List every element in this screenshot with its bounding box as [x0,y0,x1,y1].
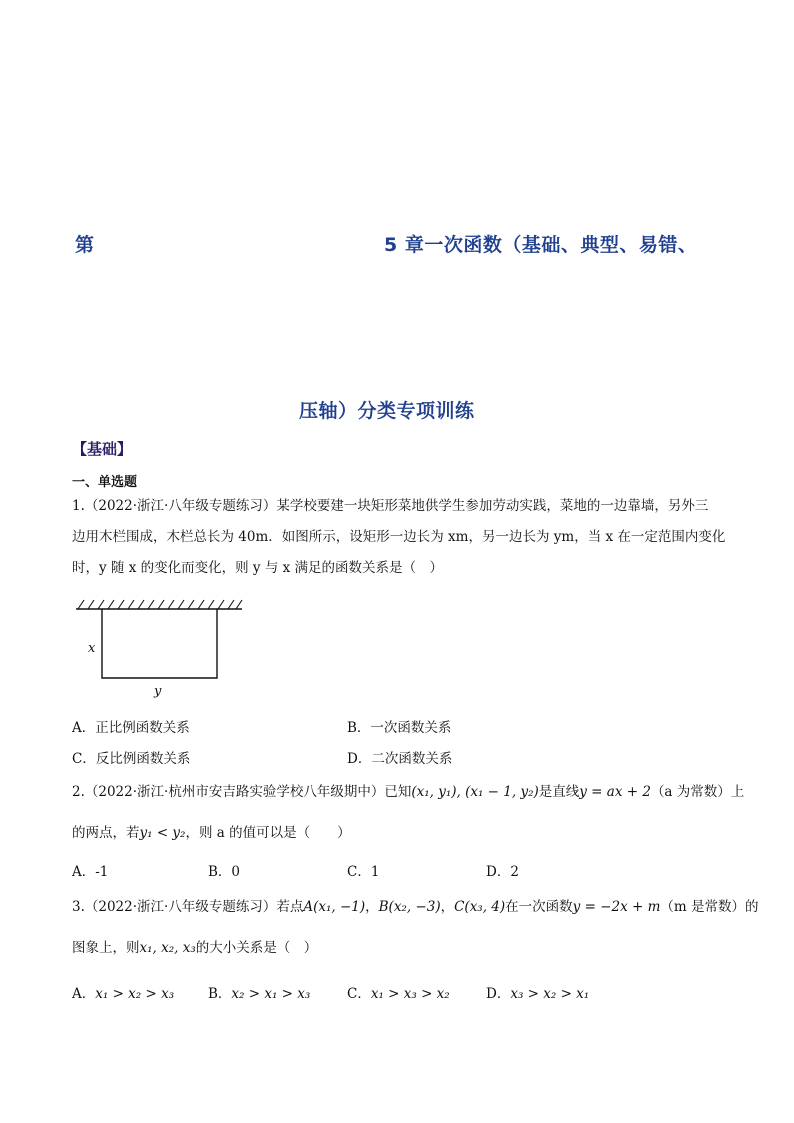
fence-rectangle [102,609,217,678]
q3-point-a: A(x₁, −1) [303,899,366,915]
q3-option-d-math: x₃ > x₂ > x₁ [510,986,590,1002]
q2-line-2 [72,823,351,843]
q3-option-b-letter: B． [208,986,232,1002]
q1-figure [70,594,250,706]
q3-line-1-text-b: 在一次函数 [505,899,573,915]
q2-option-a[interactable]: A．-1 [72,864,109,880]
q3-line-1: 3.（2022·浙江·八年级专题练习）若点A(x₁, −1)，B(x₂, −3)，C(x₃, 4)在一次函数y = −2x + m（m 是常数）的 [72,899,759,915]
q1-option-a[interactable]: A．正比例函数关系 [72,720,190,736]
q3-option-d[interactable] [486,982,589,1002]
q2-option-d[interactable]: D．2 [486,864,519,880]
q3-option-b-math: x₂ > x₁ > x₃ [231,986,311,1002]
q2-line-1 [72,782,744,802]
q2-inequality-math: y₁ < y₂ [139,825,186,841]
q3-line-1-text-a: 3.（2022·浙江·八年级专题练习）若点 [72,899,304,915]
fence-diagram [70,594,250,702]
subsection-single-choice: 一、单选题 [72,475,138,490]
q3-line-2-text-a: 图象上，则 [72,940,140,956]
q2-line-1-text-b: 是直线 [538,784,580,800]
q2-option-c[interactable]: C．1 [347,864,380,880]
q3-option-c-math: x₁ > x₃ > x₂ [370,986,450,1002]
q2-line-1-text-c: （a 为常数）上 [650,784,745,800]
q1-option-c[interactable]: C．反比例函数关系 [72,751,191,767]
q1-line-3: 时，y 随 x 的变化而变化，则 y 与 x 满足的函数关系是（ ） [72,560,444,576]
section-basic-heading: 【基础】 [72,440,133,458]
q3-line-1-text-c: （m 是常数）的 [660,899,759,915]
q3-function-equation: y = −2x + m [572,899,661,915]
q3-option-a[interactable] [72,982,174,1002]
label-y: y [154,684,162,699]
q2-line-2-text-a: 的两点，若 [72,825,140,841]
q3-point-c: C(x₃, 4) [454,899,506,915]
q3-line-2-text-b: 的大小关系是（ ） [195,940,318,956]
title-part-3: 压轴）分类专项训练 [299,400,475,422]
q3-option-b[interactable] [208,982,310,1002]
q3-option-c-letter: C． [347,986,371,1002]
q2-line-equation: y = ax + 2 [579,784,651,800]
q3-variables-math: x₁, x₂, x₃ [139,940,196,956]
title-part-2: 5 章一次函数（基础、典型、易错、 [384,234,698,256]
q2-points-math: (x₁, y₁), (x₁ − 1, y₂) [411,784,539,800]
label-x: x [88,641,96,656]
q2-option-b[interactable]: B．0 [208,864,241,880]
q3-line-2 [72,938,317,958]
q3-option-c[interactable] [347,982,450,1002]
title-part-1: 第 [75,234,95,256]
q3-point-b: B(x₂, −3) [378,899,441,915]
q3-option-d-letter: D． [486,986,511,1002]
wall-hatching [78,600,242,609]
q3-option-a-math: x₁ > x₂ > x₃ [95,986,175,1002]
q2-line-2-text-b: ，则 a 的值可以是（ ） [185,825,351,841]
q1-option-d[interactable]: D．二次函数关系 [347,751,453,767]
q1-line-2: 边用木栏围成，木栏总长为 40m．如图所示，设矩形一边长为 xm，另一边长为 ym，当 x 在一定范围内变化 [72,529,726,545]
q2-line-1-text-a: 2.（2022·浙江·杭州市安吉路实验学校八年级期中）已知 [72,784,412,800]
q1-option-b[interactable]: B．一次函数关系 [347,720,452,736]
q1-line-1: 1.（2022·浙江·八年级专题练习）某学校要建一块矩形菜地供学生参加劳动实践，菜地的一边靠墙，另外三 [72,498,709,514]
q3-option-a-letter: A． [72,986,96,1002]
